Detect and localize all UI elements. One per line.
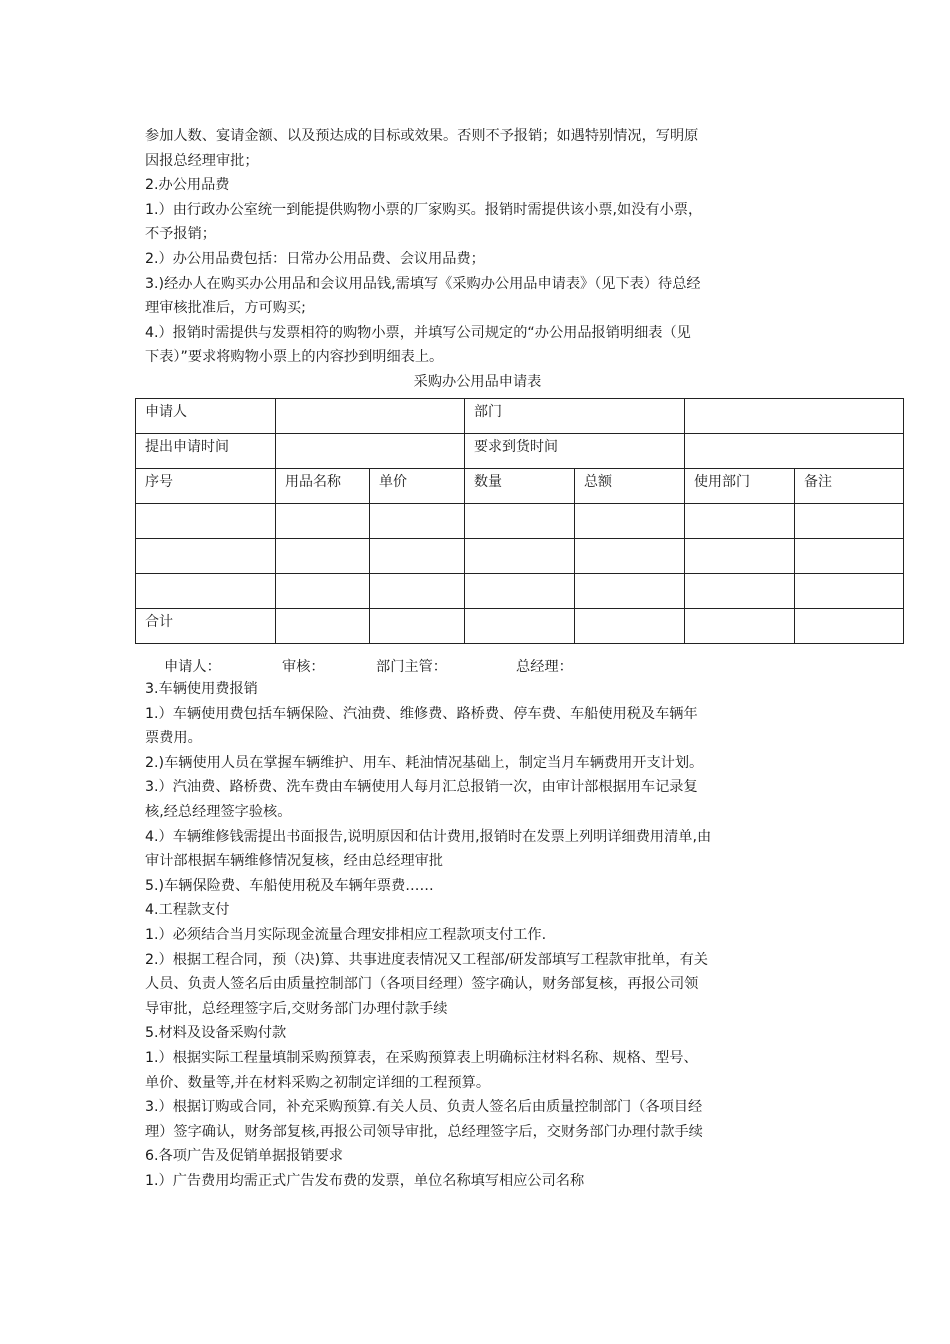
section-heading: 6.各项广告及促销单据报销要求 bbox=[145, 1148, 343, 1165]
paragraph-line: 4.）车辆维修钱需提出书面报告,说明原因和估计费用,报销时在发票上列明详细费用清单,由 bbox=[145, 828, 712, 845]
paragraph-line: 人员、负责人签名后由质量控制部门（各项目经理）签字确认，财务部复核，再报公司领 bbox=[145, 976, 699, 993]
signature-reviewer: 审核： bbox=[282, 659, 325, 675]
empty-cell[interactable] bbox=[795, 504, 904, 539]
paragraph-line: 3.)经办人在购买办公用品和会议用品钱,需填写《采购办公用品申请表》（见下表）待总经 bbox=[145, 275, 701, 292]
form-title: 采购办公用品申请表 bbox=[413, 373, 542, 390]
paragraph-line: 1.）车辆使用费包括车辆保险、汽油费、维修费、路桥费、停车费、车船使用税及车辆年 bbox=[145, 705, 698, 722]
purchase-request-form bbox=[135, 398, 904, 644]
paragraph-line: 理）签字确认，财务部复核,再报公司领导审批，总经理签字后，交财务部门办理付款手续 bbox=[145, 1123, 703, 1140]
paragraph-line: 4.）报销时需提供与发票相符的购物小票，并填写公司规定的“办公用品报销明细表（见 bbox=[145, 324, 691, 341]
column-header: 数量 bbox=[465, 469, 575, 504]
paragraph-line: 1.）必须结合当月实际现金流量合理安排相应工程款项支付工作. bbox=[145, 926, 547, 943]
section-heading: 2.办公用品费 bbox=[145, 177, 230, 194]
section-heading: 5.材料及设备采购付款 bbox=[145, 1025, 287, 1042]
paragraph-line: 1.）根据实际工程量填制采购预算表，在采购预算表上明确标注材料名称、规格、型号、 bbox=[145, 1049, 698, 1066]
department-label: 部门 bbox=[465, 399, 685, 434]
intro-line: 因报总经理审批； bbox=[145, 152, 259, 169]
empty-cell[interactable] bbox=[795, 574, 904, 609]
column-header: 使用部门 bbox=[685, 469, 795, 504]
paragraph-line: 3.）汽油费、路桥费、洗车费由车辆使用人每月汇总报销一次，由审计部根据用车记录复 bbox=[145, 779, 698, 796]
paragraph-line: 审计部根据车辆维修情况复核，经由总经理审批 bbox=[145, 853, 443, 870]
empty-cell[interactable] bbox=[795, 539, 904, 574]
empty-cell[interactable] bbox=[136, 574, 276, 609]
paragraph-line: 1.）广告费用均需正式广告发布费的发票，单位名称填写相应公司名称 bbox=[145, 1172, 585, 1189]
paragraph-line: 导审批，总经理签字后,交财务部门办理付款手续 bbox=[145, 1000, 448, 1017]
empty-cell[interactable] bbox=[685, 504, 795, 539]
table-row bbox=[136, 574, 904, 609]
apply-time-label: 提出申请时间 bbox=[136, 434, 276, 469]
empty-cell[interactable] bbox=[685, 574, 795, 609]
empty-cell[interactable] bbox=[276, 504, 370, 539]
paragraph-line: 理审核批准后，方可购买; bbox=[145, 300, 306, 317]
empty-cell[interactable] bbox=[575, 574, 685, 609]
signature-applicant: 申请人： bbox=[164, 659, 221, 675]
applicant-label: 申请人 bbox=[136, 399, 276, 434]
section-heading: 4.工程款支付 bbox=[145, 902, 230, 919]
arrival-time-label: 要求到货时间 bbox=[465, 434, 685, 469]
table-row bbox=[136, 504, 904, 539]
empty-cell[interactable] bbox=[136, 504, 276, 539]
paragraph-line: 2.）办公用品费包括：日常办公用品费、会议用品费； bbox=[145, 250, 485, 267]
document-top bbox=[145, 124, 810, 394]
paragraph-line: 不予报销； bbox=[145, 226, 216, 243]
empty-cell[interactable] bbox=[276, 609, 370, 644]
paragraph-line: 核,经总经理签字验核。 bbox=[145, 803, 292, 820]
paragraph-line: 3.）根据订购或合同，补充采购预算.有关人员、负责人签名后由质量控制部门（各项目经 bbox=[145, 1099, 703, 1116]
table-row bbox=[136, 539, 904, 574]
column-header: 单价 bbox=[370, 469, 465, 504]
document-bottom bbox=[145, 677, 810, 1193]
apply-time-value-cell[interactable] bbox=[276, 434, 465, 469]
empty-cell[interactable] bbox=[465, 539, 575, 574]
total-label: 合计 bbox=[136, 609, 276, 644]
column-header: 备注 bbox=[795, 469, 904, 504]
paragraph-line: 单价、数量等,并在材料采购之初制定详细的工程预算。 bbox=[145, 1074, 491, 1091]
column-header: 用品名称 bbox=[276, 469, 370, 504]
intro-line: 参加人数、宴请金额、以及预达成的目标或效果。否则不予报销；如遇特别情况，写明原 bbox=[145, 128, 699, 144]
empty-cell[interactable] bbox=[685, 609, 795, 644]
empty-cell[interactable] bbox=[575, 539, 685, 574]
empty-cell[interactable] bbox=[370, 574, 465, 609]
empty-cell[interactable] bbox=[465, 574, 575, 609]
arrival-time-value-cell[interactable] bbox=[685, 434, 904, 469]
empty-cell[interactable] bbox=[685, 539, 795, 574]
column-header: 序号 bbox=[136, 469, 276, 504]
empty-cell[interactable] bbox=[795, 609, 904, 644]
table-row bbox=[136, 434, 904, 469]
applicant-value-cell[interactable] bbox=[276, 399, 465, 434]
empty-cell[interactable] bbox=[276, 539, 370, 574]
empty-cell[interactable] bbox=[575, 609, 685, 644]
paragraph-line: 下表）”要求将购物小票上的内容抄到明细表上。 bbox=[145, 349, 444, 366]
paragraph-line: 2.)车辆使用人员在掌握车辆维护、用车、耗油情况基础上，制定当月车辆费用开支计划。 bbox=[145, 754, 704, 771]
empty-cell[interactable] bbox=[276, 574, 370, 609]
signature-dept-head: 部门主管： bbox=[376, 659, 447, 675]
column-header: 总额 bbox=[575, 469, 685, 504]
empty-cell[interactable] bbox=[575, 504, 685, 539]
section-heading: 3.车辆使用费报销 bbox=[145, 681, 258, 697]
table-total-row bbox=[136, 609, 904, 644]
table-row bbox=[136, 399, 904, 434]
empty-cell[interactable] bbox=[370, 609, 465, 644]
empty-cell[interactable] bbox=[370, 539, 465, 574]
paragraph-line: 票费用。 bbox=[145, 730, 202, 747]
paragraph-line: 1.）由行政办公室统一到能提供购物小票的厂家购买。报销时需提供该小票,如没有小票， bbox=[145, 201, 703, 218]
signature-general-manager: 总经理： bbox=[516, 659, 573, 675]
table-header-row bbox=[136, 469, 904, 504]
department-value-cell[interactable] bbox=[685, 399, 904, 434]
empty-cell[interactable] bbox=[465, 609, 575, 644]
paragraph-line: 5.)车辆保险费、车船使用税及车辆年票费…… bbox=[145, 877, 434, 894]
empty-cell[interactable] bbox=[136, 539, 276, 574]
empty-cell[interactable] bbox=[370, 504, 465, 539]
empty-cell[interactable] bbox=[465, 504, 575, 539]
paragraph-line: 2.）根据工程合同，预（决)算、共事进度表情况又工程部/研发部填写工程款审批单，有关 bbox=[145, 951, 708, 968]
